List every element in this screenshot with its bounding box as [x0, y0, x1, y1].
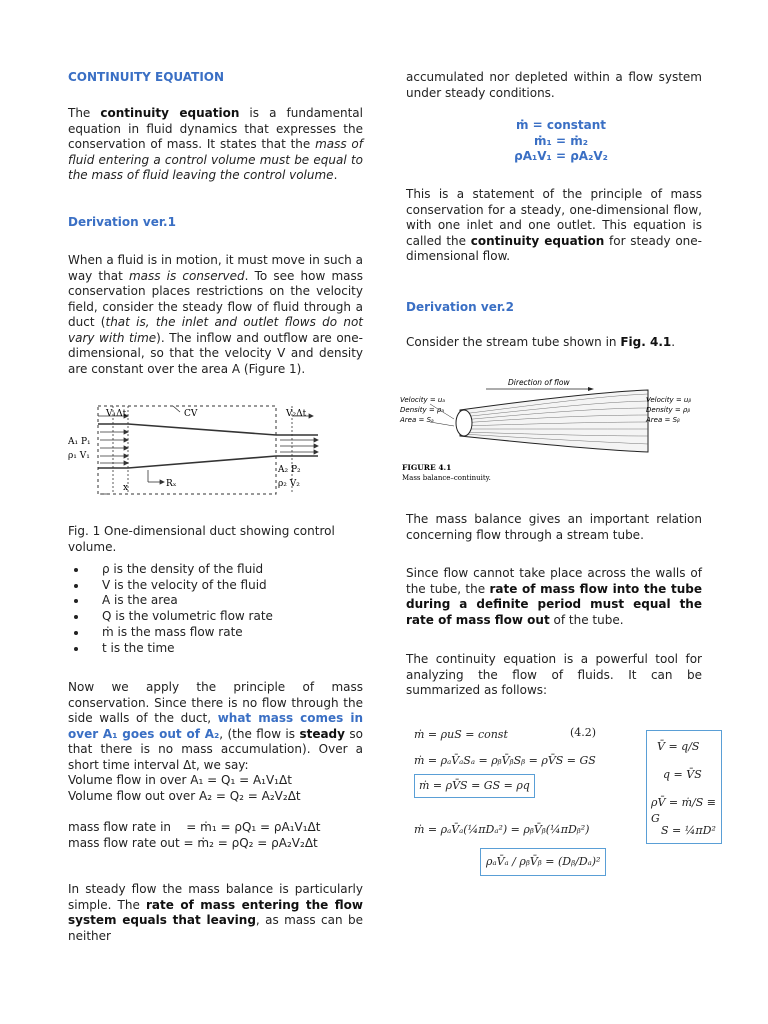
label-x: x: [123, 483, 129, 493]
duct-figure: [68, 398, 338, 498]
mass-flow-rate-in: mass flow rate in = ṁ₁ = ρQ₁ = ρA₁V₁Δt: [68, 820, 321, 834]
left-velocity: Velocity = uₐ: [400, 396, 446, 404]
left-area: Area = Sₐ: [400, 416, 434, 424]
page-title: CONTINUITY EQUATION: [68, 70, 225, 84]
right-velocity: Velocity = uᵦ: [646, 396, 692, 404]
formula-boxed-mass-rate: ṁ = ρV̄S = GS = ρq: [414, 774, 535, 798]
mass-equations: [466, 118, 656, 165]
variable-list: [68, 562, 368, 656]
volume-flow-in: Volume flow in over A₁ = Q₁ = A₁V₁Δt: [68, 773, 292, 787]
list-item: • t is the time: [88, 641, 368, 657]
label-v1dt: V₁Δt: [106, 409, 127, 419]
formula-ratio: ρₐV̄ₐ / ρᵦV̄ᵦ = (Dᵦ/Dₐ)²: [480, 848, 606, 876]
heading-derivation-1: Derivation ver.1: [68, 215, 176, 229]
left-density: Density = ρₐ: [400, 406, 445, 414]
continued-paragraph: accumulated nor depleted within a flow system under steady conditions.: [406, 70, 702, 100]
right-area: Area = Sᵦ: [646, 416, 680, 424]
mass-flow-rate-out: mass flow rate out = ṁ₂ = ρQ₂ = ρA₂V₂Δt: [68, 836, 318, 850]
list-item: • A is the area: [88, 593, 368, 609]
volume-flow-out: Volume flow out over A₂ = Q₂ = A₂V₂Δt: [68, 789, 301, 803]
formula-v-bar: V̄ = q/S: [657, 740, 700, 753]
label-v2dt: V₂Δt: [286, 409, 307, 419]
formula-side-box: [646, 730, 722, 844]
right-density: Density = ρᵦ: [646, 406, 691, 414]
equation-m1-m2: ṁ₁ = ṁ₂: [534, 133, 588, 148]
label-a2p2: A₂ P₂: [278, 465, 301, 475]
steady-flow-paragraph: In steady flow the mass balance is particularly simple. The rate of mass entering the flow system equals that leaving, as mass can be neither: [68, 882, 363, 943]
label-rho2v2: ρ₂ V₂: [278, 479, 300, 489]
list-item: • Q is the volumetric flow rate: [88, 609, 368, 625]
apply-paragraph: Now we apply the principle of mass conservation. Since there is no flow through the side walls of the duct, what mass comes in over A₁ goes out of A₂, (the flow is steady so that there is no mass accumulation). Over a short time interval Δt, we say:: [68, 680, 363, 772]
formula-g: ρV̄ = ṁ/S ≡ G: [651, 796, 717, 825]
stream-tube-paragraph: Consider the stream tube shown in Fig. 4.1.: [406, 335, 676, 349]
powerful-tool-paragraph: The continuity equation is a powerful tool for analyzing the flow of fluids. It can be summarized as follows:: [406, 652, 702, 697]
formula-number: (4.2): [570, 726, 597, 739]
formula-diameter: ṁ = ρₐV̄ₐ(¼πDₐ²) = ρᵦV̄ᵦ(¼πDᵦ²): [414, 823, 590, 836]
statement-paragraph: This is a statement of the principle of mass conservation for a steady, one-dimensional flow, with one inlet and one outlet. This equation is called the continuity equation for steady one-dimensional flow.: [406, 187, 702, 263]
formula-q: q = V̄S: [663, 768, 702, 781]
formula-const: ṁ = ρuS = const: [414, 728, 508, 741]
equation-constant: ṁ = constant: [515, 118, 607, 132]
label-a1p1: A₁ P₁: [68, 437, 91, 447]
figure-1-caption: Fig. 1 One-dimensional duct showing control volume.: [68, 524, 335, 554]
intro-paragraph: The continuity equation is a fundamental equation in fluid dynamics that expresses the conservation of mass. It states that the mass of fluid entering a control volume must be equal to the mass of fluid leaving the control volume.: [68, 106, 363, 182]
formula-mass-rate: ṁ = ρₐV̄ₐSₐ = ρᵦV̄ᵦSᵦ = ρV̄S = GS: [414, 754, 596, 767]
label-rx: Rₓ: [166, 479, 177, 489]
since-paragraph: Since flow cannot take place across the walls of the tube, the rate of mass flow into the tube during a definite period must equal the rate of mass flow out of the tube.: [406, 566, 702, 627]
figure-41-title: FIGURE 4.1: [402, 463, 452, 472]
direction-label: Direction of flow: [508, 378, 570, 387]
list-item: • ρ is the density of the fluid: [88, 562, 368, 578]
equation-rho-a-v: ρA₁V₁ = ρA₂V₂: [514, 149, 608, 163]
heading-derivation-2: Derivation ver.2: [406, 300, 514, 314]
figure-41-subtitle: Mass balance–continuity.: [402, 474, 491, 482]
stream-tube-figure: [398, 374, 708, 486]
label-cv: CV: [184, 409, 198, 419]
mass-balance-paragraph: The mass balance gives an important relation concerning flow through a stream tube.: [406, 512, 702, 542]
formula-area: S = ¼πD²: [661, 824, 716, 837]
label-rho1v1: ρ₁ V₁: [68, 451, 90, 461]
derivation-1-paragraph: When a fluid is in motion, it must move in such a way that mass is conserved. To see how mass conservation places restrictions on the velocity field, consider the steady flow of fluid through a duct (that is, the inlet and outlet flows do not vary with time). The inflow and outflow are one-dimensional, so that the velocity V and density are constant over the area A (Figure 1).: [68, 253, 363, 376]
list-item: • ṁ is the mass flow rate: [88, 625, 368, 641]
list-item: • V is the velocity of the fluid: [88, 578, 368, 594]
